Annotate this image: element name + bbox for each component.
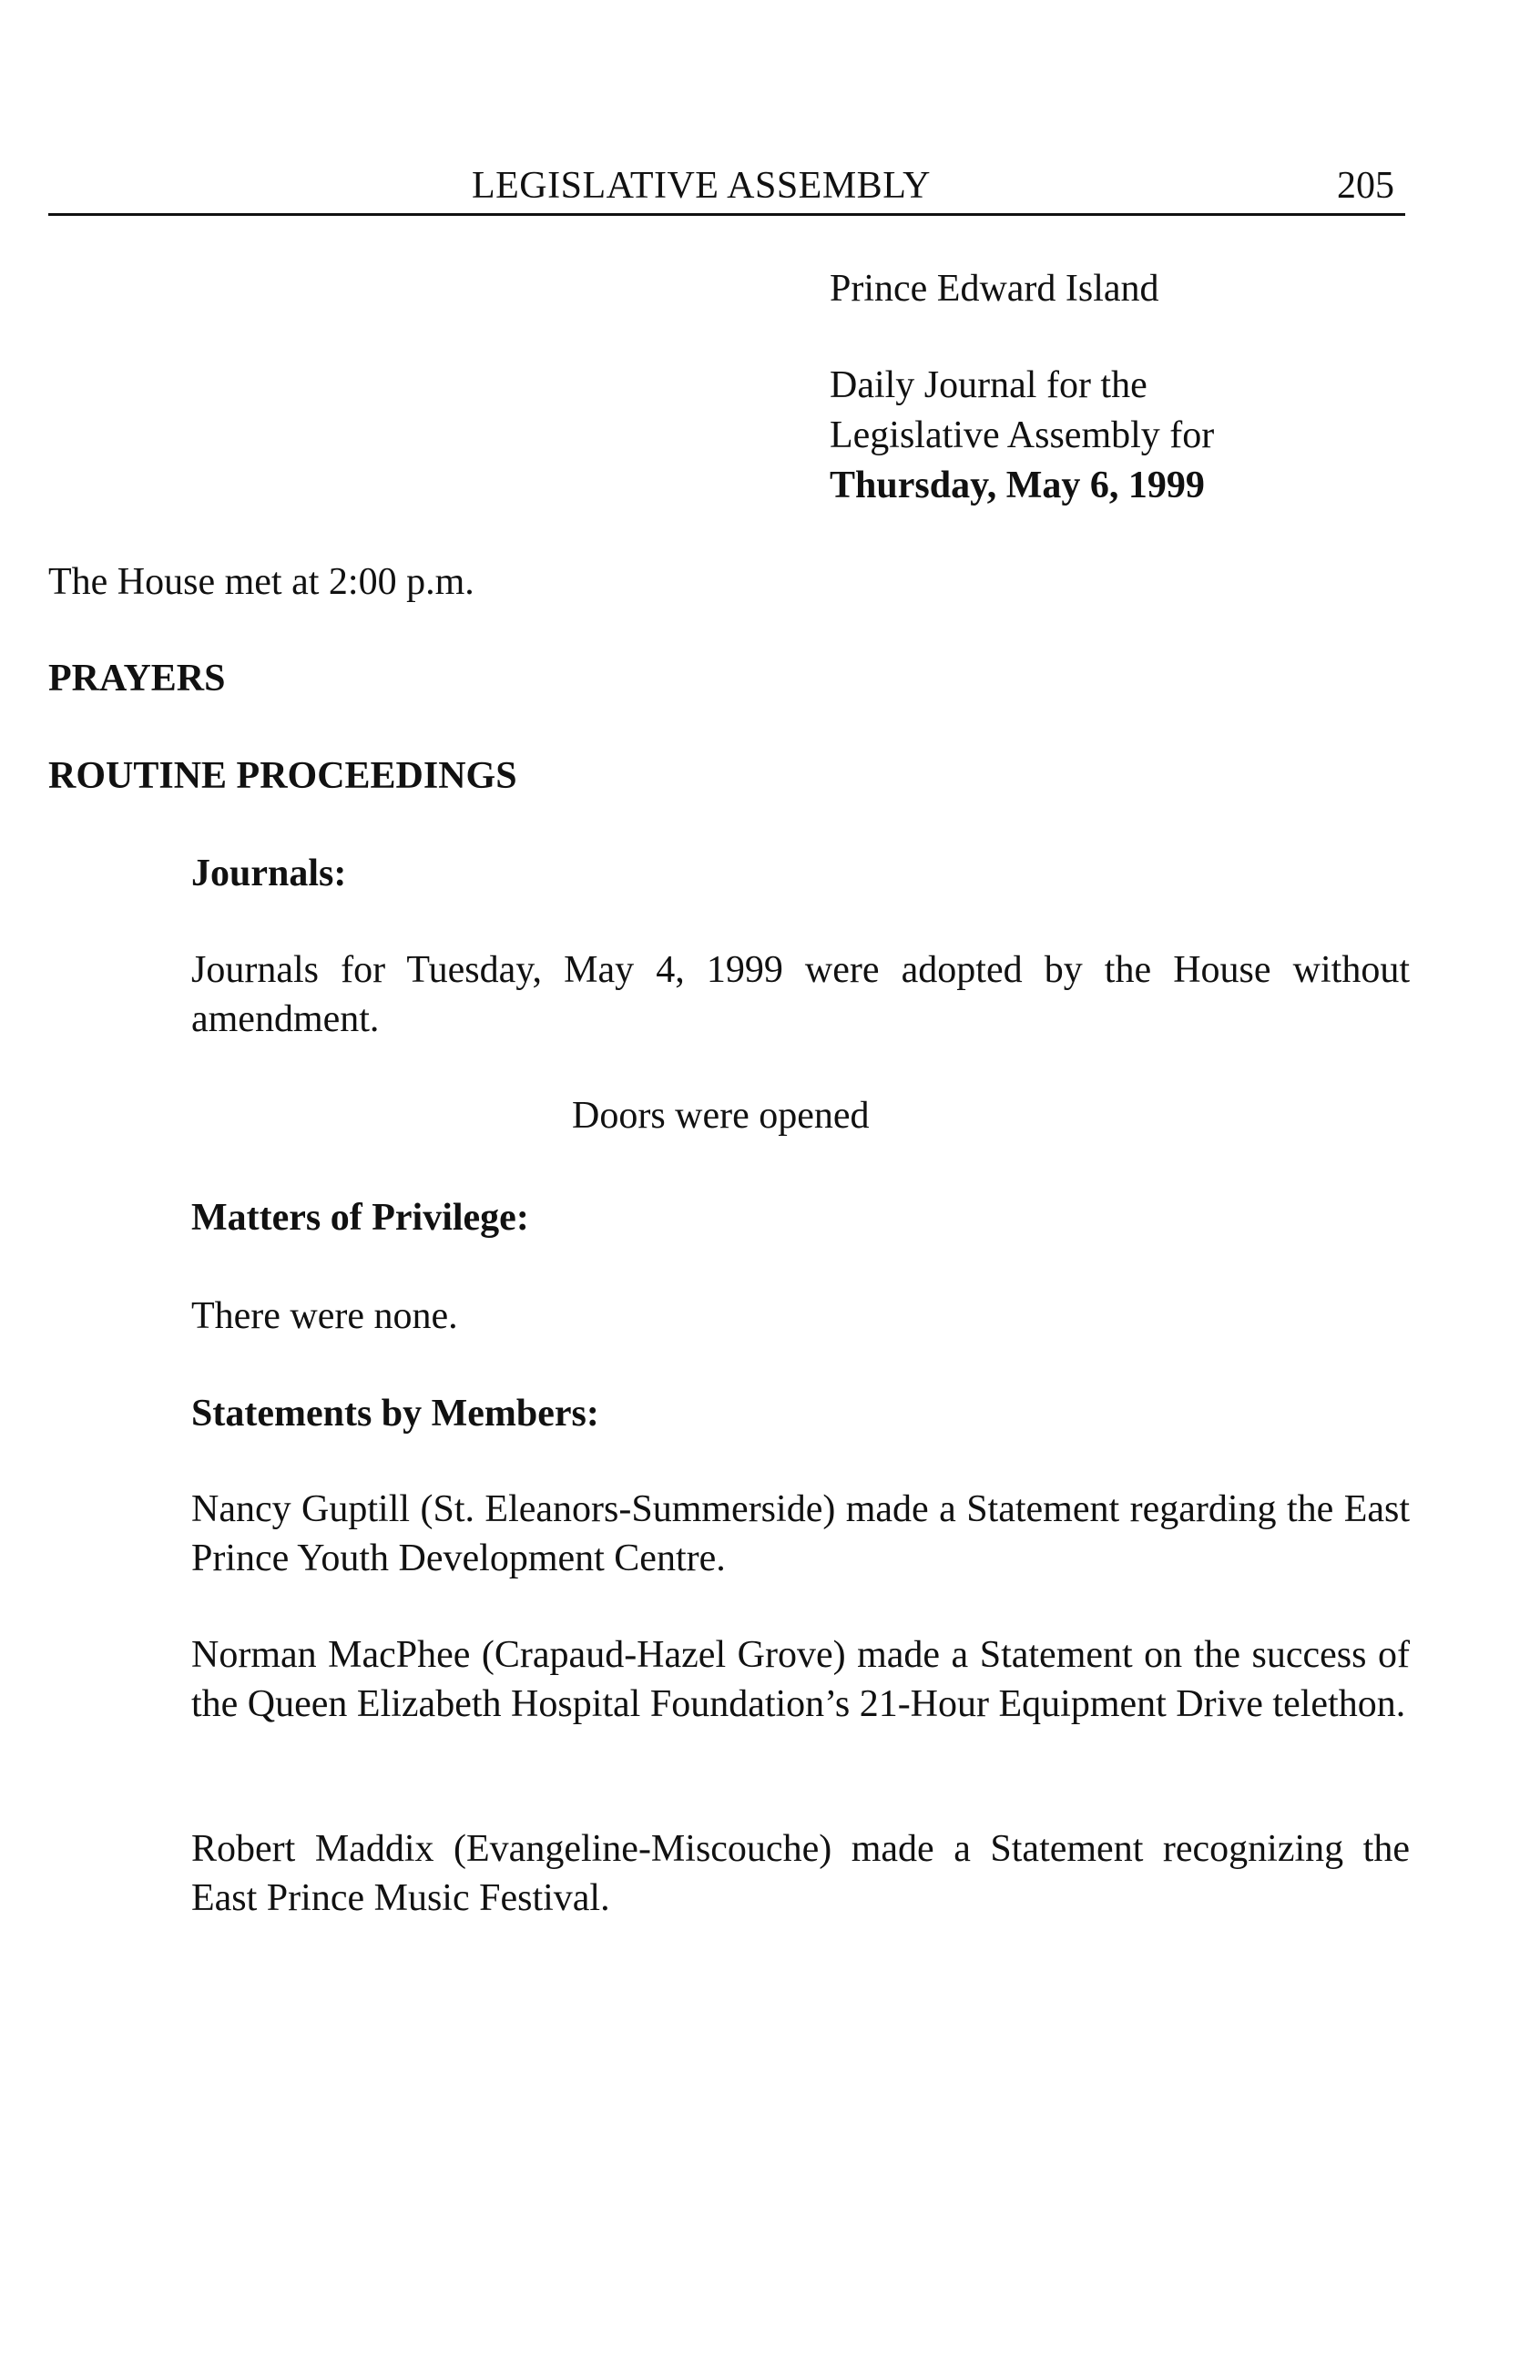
- house-met-time: The House met at 2:00 p.m.: [48, 561, 474, 603]
- journal-line-1: Daily Journal for the: [830, 364, 1147, 406]
- journal-date: Thursday, May 6, 1999: [830, 465, 1205, 506]
- running-header-title: LEGISLATIVE ASSEMBLY: [472, 165, 931, 207]
- statement-item: Nancy Guptill (St. Eleanors-Summerside) made a Statement regarding the East Prince Youth Development Centre.: [191, 1488, 1410, 1579]
- statement-item: Norman MacPhee (Crapaud-Hazel Grove) made a Statement on the success of the Queen Elizabeth Hospital Foundation’s 21-Hour Equipment Drive telethon.: [191, 1634, 1410, 1725]
- journals-paragraph: Journals for Tuesday, May 4, 1999 were adopted by the House without amendment.: [191, 949, 1410, 1040]
- routine-proceedings-heading: ROUTINE PROCEEDINGS: [48, 755, 517, 797]
- journals-heading: Journals:: [191, 853, 347, 894]
- journal-line-2: Legislative Assembly for: [830, 414, 1215, 456]
- doors-opened-note: Doors were opened: [572, 1095, 870, 1137]
- page-number: 205: [1337, 165, 1394, 207]
- privilege-text: There were none.: [191, 1295, 458, 1337]
- privilege-heading: Matters of Privilege:: [191, 1197, 529, 1239]
- header-rule: [48, 213, 1405, 216]
- statements-heading: Statements by Members:: [191, 1393, 599, 1435]
- statement-item: Robert Maddix (Evangeline-Miscouche) made a Statement recognizing the East Prince Music Festival.: [191, 1828, 1410, 1919]
- prayers-heading: PRAYERS: [48, 658, 226, 700]
- province-name: Prince Edward Island: [830, 268, 1159, 310]
